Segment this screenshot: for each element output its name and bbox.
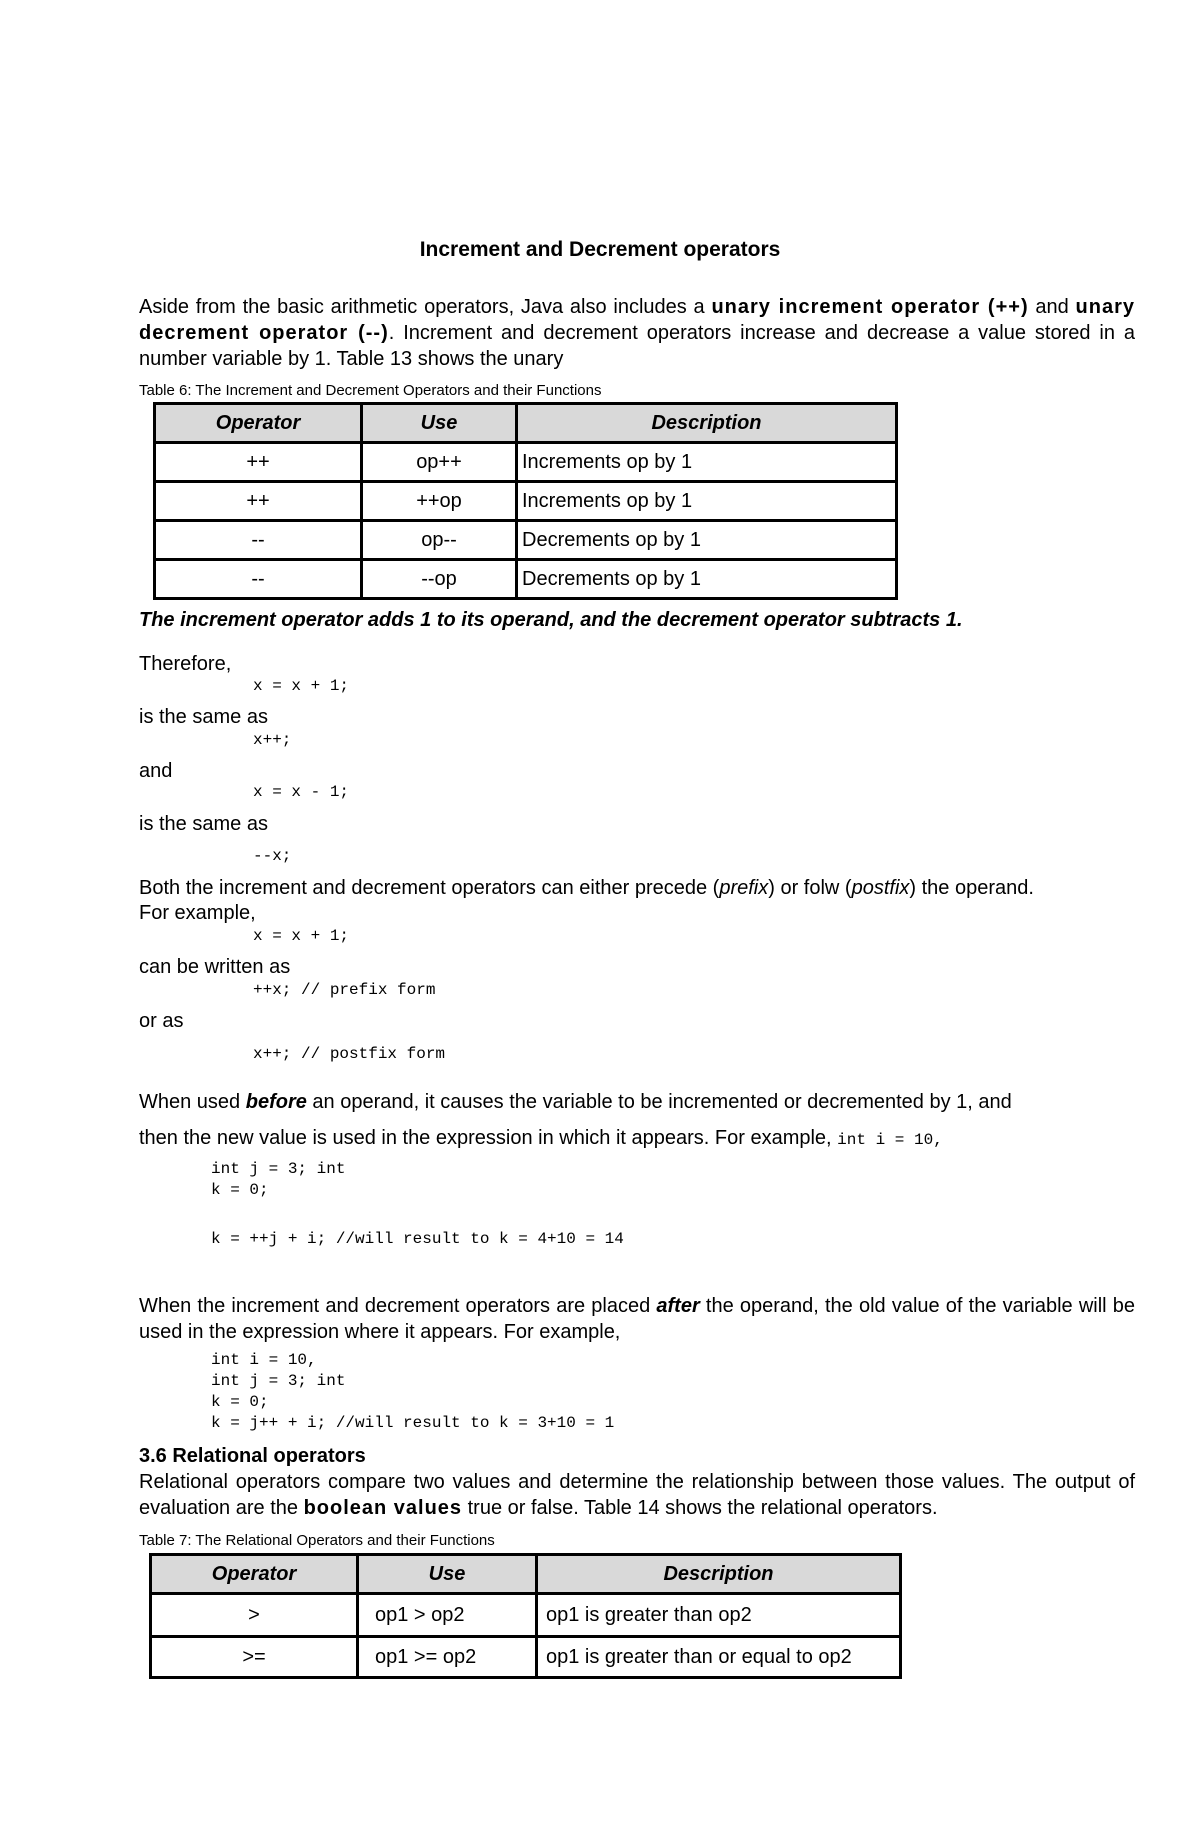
table-cell-operator: ++: [155, 443, 362, 482]
table-header-use: Use: [362, 404, 517, 443]
table-row: [155, 521, 897, 560]
inline-code: int i = 10,: [837, 1131, 943, 1149]
table-row: [155, 443, 897, 482]
table-cell-description: op1 is greater than or equal to op2: [537, 1637, 901, 1678]
relational-heading: 3.6 Relational operators: [139, 1445, 366, 1467]
table-row: [151, 1637, 901, 1678]
relational-table: [149, 1553, 902, 1679]
table-row: [155, 482, 897, 521]
table-cell-operator: --: [155, 560, 362, 599]
after-paragraph: [139, 1293, 1135, 1345]
table-header-use: Use: [358, 1555, 537, 1594]
table-cell-description: Decrements op by 1: [517, 521, 897, 560]
after-text-2: the operand, the old value of the variable will be used in the expression where it appears. For example,: [139, 1295, 1136, 1343]
code-line: x++; // postfix form: [253, 1045, 446, 1063]
table-header-operator: Operator: [155, 404, 362, 443]
prefix-text-1: Both the increment and decrement operators can either precede (: [139, 877, 720, 899]
code-block: int i = 10, int j = 3; int k = 0; k = j++ + i; //will result to k = 3+10 = 1: [211, 1351, 615, 1432]
table-header-description: Description: [517, 404, 897, 443]
or-as-label: or as: [139, 1010, 184, 1032]
code-block: int j = 3; int k = 0;: [211, 1160, 346, 1199]
table-cell-use: --op: [362, 560, 517, 599]
code-line: --x;: [253, 847, 292, 865]
code-line: x = x + 1;: [253, 927, 350, 945]
table1-caption: Table 6: The Increment and Decrement Operators and their Functions: [139, 382, 602, 399]
same-as-label: is the same as: [139, 813, 268, 835]
intro-text-2: and: [1028, 296, 1076, 318]
relational-text-1: Relational operators compare two values and determine the relationship between those values. The output of evaluation are the: [139, 1471, 1135, 1519]
intro-text-1: Aside from the basic arithmetic operators, Java also includes a: [139, 296, 712, 318]
after-text-1: When the increment and decrement operators are placed: [139, 1295, 657, 1317]
after-bold: after: [656, 1295, 700, 1317]
increment-decrement-table: [153, 402, 898, 600]
and-label: and: [139, 760, 173, 782]
table-cell-use: op1 > op2: [358, 1594, 537, 1637]
table-header-row: [151, 1555, 901, 1594]
table-row: [155, 560, 897, 599]
before-text-3: then the new value is used in the expression in which it appears. For example,: [139, 1127, 838, 1149]
code-line: x = x - 1;: [253, 783, 350, 801]
code-line: x = x + 1;: [253, 677, 350, 695]
for-example-label: For example,: [139, 902, 256, 924]
table-cell-description: Increments op by 1: [517, 482, 897, 521]
table-cell-operator: >=: [151, 1637, 358, 1678]
table-cell-description: Increments op by 1: [517, 443, 897, 482]
before-bold: before: [245, 1091, 307, 1113]
postfix-italic: postfix: [851, 877, 910, 899]
summary-statement: The increment operator adds 1 to its operand, and the decrement operator subtracts 1.: [139, 609, 963, 631]
same-as-label: is the same as: [139, 706, 268, 728]
table-cell-operator: --: [155, 521, 362, 560]
table-header-description: Description: [537, 1555, 901, 1594]
intro-bold-increment: unary increment operator (++): [711, 296, 1029, 318]
code-line: x++;: [253, 731, 292, 749]
table-cell-operator: ++: [155, 482, 362, 521]
table-cell-use: op++: [362, 443, 517, 482]
table-header-row: [155, 404, 897, 443]
prefix-text-2: ) or folw (: [768, 877, 852, 899]
intro-bold-decrement: unary decrement operator (--): [139, 296, 1135, 344]
before-text-1: When used: [139, 1091, 246, 1113]
before-paragraph-line-2: [139, 1125, 943, 1151]
table-cell-description: op1 is greater than op2: [537, 1594, 901, 1637]
intro-paragraph: [139, 294, 1135, 372]
therefore-label: Therefore,: [139, 653, 232, 675]
before-text-2: an operand, it causes the variable to be incremented or decremented by 1, and: [306, 1091, 1012, 1113]
code-line: ++x; // prefix form: [253, 981, 436, 999]
prefix-text-3: ) the operand.: [909, 877, 1034, 899]
section-title: Increment and Decrement operators: [419, 238, 781, 261]
relational-paragraph: [139, 1469, 1135, 1521]
table-cell-use: op1 >= op2: [358, 1637, 537, 1678]
table-cell-use: op--: [362, 521, 517, 560]
table-cell-operator: >: [151, 1594, 358, 1637]
relational-text-2: true or false. Table 14 shows the relational operators.: [462, 1497, 938, 1519]
relational-bold: boolean values: [303, 1497, 463, 1519]
code-block: k = ++j + i; //will result to k = 4+10 = 14: [211, 1230, 624, 1248]
table-header-operator: Operator: [151, 1555, 358, 1594]
table-cell-description: Decrements op by 1: [517, 560, 897, 599]
prefix-postfix-paragraph: [139, 875, 1034, 901]
written-as-label: can be written as: [139, 956, 291, 978]
before-paragraph-line-1: [139, 1089, 1012, 1115]
table2-caption: Table 7: The Relational Operators and their Functions: [139, 1532, 495, 1549]
prefix-italic: prefix: [719, 877, 769, 899]
table-cell-use: ++op: [362, 482, 517, 521]
table-row: [151, 1594, 901, 1637]
intro-text-3: . Increment and decrement operators increase and decrease a value stored in a number variable by 1. Table 13 shows the unary: [139, 322, 1136, 370]
